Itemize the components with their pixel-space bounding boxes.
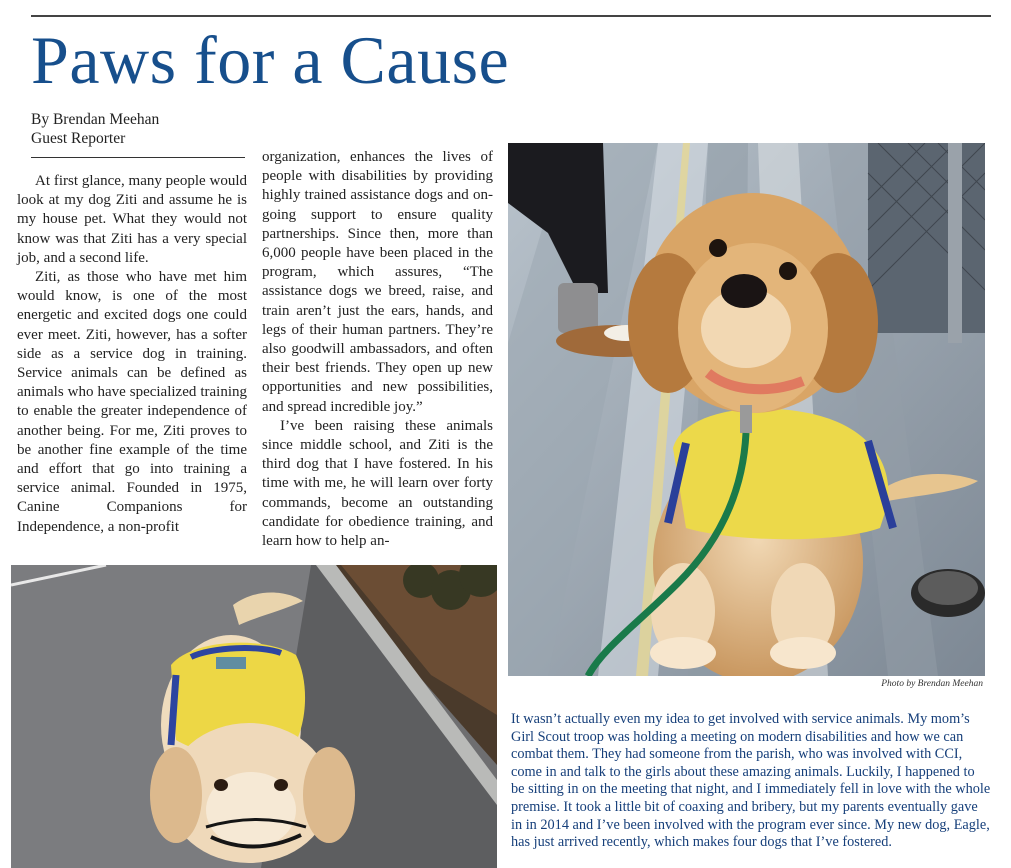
photo-credit: Photo by Brendan Meehan [881, 679, 983, 689]
paragraph: organization, enhances the lives of people with disabilities by providing highly trained assistance dogs and on-going support to ensure quality partnerships. Since then, more than 6,000 people have been placed in the program, which assures, “The assistance dogs we breed, raise, and train aren’t just the ears, hands, and legs of their human partners. They’re also goodwill ambassadors, and often their best friends. They open up new opportunities and new possibilities, and spread incredible joy.” [262, 149, 493, 415]
paragraph: At first glance, many people would look at my dog Ziti and assume he is my house pet. What they would not know was that Ziti has a very special job, and a second life. [17, 173, 247, 266]
byline-author: By Brendan Meehan [31, 111, 160, 128]
top-rule [31, 15, 991, 17]
paragraph: It wasn’t actually even my idea to get involved with service animals. My mom’s Girl Scout troop was holding a meeting on modern disabilities and how we can combat them. They had someone from the parish, who was involved with CCI, come in and talk to the girls about these amazing animals. Luckily, I happened to be sitting in on the meeting that night, and I immediately fell in love with the whole premise. It took a little bit of coaxing and bribery, but my parents eventually gave in in 2014 and I’ve been involved with the program ever since. My new dog, Eagle, has just arrived recently, which makes four dogs that I’ve fostered. [511, 711, 991, 851]
headline: Paws for a Cause [31, 22, 510, 98]
paragraph: Ziti, as those who have met him would know, is one of the most energetic and excited dogs one could ever meet. Ziti, however, has a softer side as a service dog in training. Service animals can be defined as animals who have specialized training to enable the greater independence of another being. For me, Ziti proves to be another fine example of the time and effort that go into training a service animal. Founded in 1975, Canine Companions for Independence, a non-profit [17, 269, 247, 535]
byline [31, 110, 159, 148]
lab-puppy-photo [11, 565, 497, 868]
article-column-1 [17, 172, 247, 537]
byline-role: Guest Reporter [31, 130, 126, 147]
byline-rule [31, 157, 245, 158]
golden-puppy-photo [508, 143, 985, 676]
article-column-2 [262, 148, 493, 551]
sidebar-column [511, 711, 991, 852]
paragraph: I’ve been raising these animals since middle school, and Ziti is the third dog that I have fostered. In his time with me, he will learn over forty commands, become an outstanding candidate for obedience training, and learn how to help an- [262, 417, 493, 550]
